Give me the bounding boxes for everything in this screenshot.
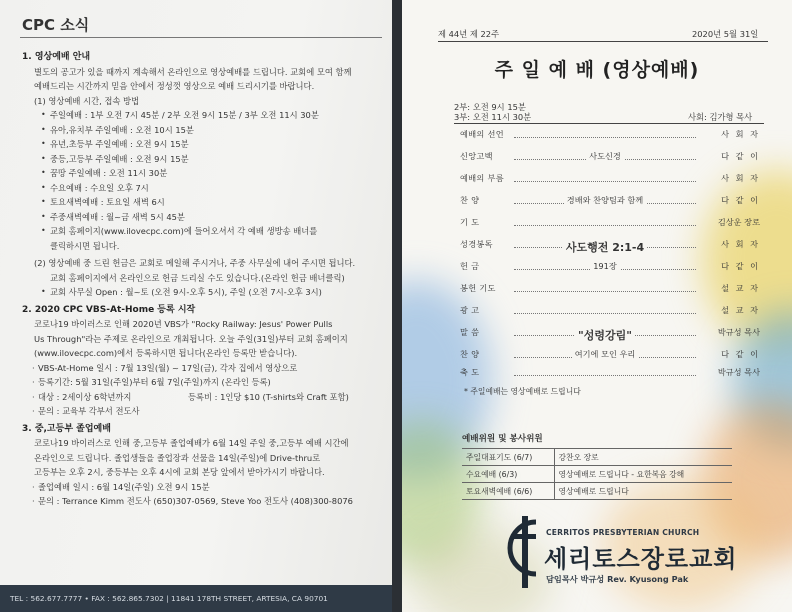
news-content xyxy=(22,47,384,509)
section-2-line-1: 코로나19 바이러스로 인해 2020년 VBS가 "Rocky Railway: Jesus' Power Pulls xyxy=(34,319,333,329)
order-label: 봉헌 기도 xyxy=(460,283,496,293)
order-label: 찬 양 xyxy=(460,349,480,359)
order-responsible: 사 회 자 xyxy=(721,129,760,139)
schedule-item: • 유년,초등부 주일예배 : 오전 9시 15분 xyxy=(22,137,384,152)
order-row xyxy=(460,129,760,145)
senior-pastor: 담임목사 박규성 Rev. Kyusong Pak xyxy=(546,574,689,584)
order-responsible: 사 회 자 xyxy=(721,239,760,249)
order-row xyxy=(460,261,760,277)
order-row xyxy=(460,349,760,365)
schedule-item-continued: 클릭하시면 됩니다. xyxy=(50,240,120,251)
section-1-intro-line-1: 별도의 공고가 있을 때까지 계속해서 온라인으로 영상예배를 드립니다. 교회에 모여 함께 xyxy=(34,66,352,77)
video-worship-note: * 주일예배는 영상예배로 드립니다 xyxy=(464,387,581,396)
church-name-english: CERRITOS PRESBYTERIAN CHURCH xyxy=(546,528,700,537)
title-divider xyxy=(20,37,382,38)
order-responsible: 다 같 이 xyxy=(721,349,760,359)
bulletin-date: 2020년 5월 31일 xyxy=(692,29,759,39)
order-responsible: 박규성 목사 xyxy=(717,327,760,337)
vbs-date: · VBS-At-Home 일시 : 7월 13일(월) ~ 17일(금), 각자 집에서 영상으로 xyxy=(22,361,384,376)
order-row xyxy=(460,283,760,299)
order-label: 예배의 부름 xyxy=(460,173,504,183)
committee-title: 예배위원 및 봉사위원 xyxy=(462,434,543,444)
committee-value: 강찬오 장로 xyxy=(554,449,732,466)
order-row xyxy=(460,217,760,233)
service-time-3: 3부: 오전 11시 30분 xyxy=(454,112,532,122)
order-responsible: 다 같 이 xyxy=(721,261,760,271)
committee-key: 토요새벽예배 (6/6) xyxy=(462,483,554,500)
schedule-item: • 주일예배 : 1부 오전 7시 45분 / 2부 오전 9시 15분 / 3부 오전 11시 30분 xyxy=(22,108,384,123)
section-2-line-3: (www.ilovecpc.com)에서 등록하시면 됩니다(온라인 등록만 받습니다). xyxy=(34,348,298,358)
section-2-line-2: Us Through"라는 주제로 온라인으로 개최됩니다. 오늘 주일(31일)부터 교회 홈페이지 xyxy=(34,333,348,344)
section-3-line-1: 코로나19 바이러스로 인해 중,고등부 졸업예배가 6월 14일 주일 중,고등부 예배 시간에 xyxy=(34,438,349,448)
vbs-fee: 등록비 : 1인당 $10 (T-shirts와 Craft 포함) xyxy=(188,391,349,402)
order-responsible: 설 교 자 xyxy=(721,305,760,315)
offering-line-2: 교회 홈페이지에서 온라인으로 헌금 드리실 수도 있습니다.(온라인 헌금 배너클릭) xyxy=(50,272,345,283)
vbs-registration-period: · 등록기간: 5월 31일(주일)부터 6월 7일(주일)까지 (온라인 등록) xyxy=(22,375,384,390)
order-row xyxy=(460,173,760,189)
order-row xyxy=(460,367,760,383)
header-divider xyxy=(438,41,768,42)
church-logo xyxy=(506,514,792,604)
schedule-item: • 수요예배 : 수요일 오후 7시 xyxy=(22,181,384,196)
committee-row xyxy=(462,483,732,500)
order-top-rule xyxy=(454,123,764,124)
order-responsible: 다 같 이 xyxy=(721,151,760,161)
order-row xyxy=(460,239,760,255)
order-row xyxy=(460,195,760,211)
left-page xyxy=(0,0,392,612)
committee-key: 주일대표기도 (6/7) xyxy=(462,449,554,466)
sermon-title: "성령강림" xyxy=(575,329,635,342)
order-label: 헌 금 xyxy=(460,261,480,271)
committee-value: 영상예배로 드립니다 - 요한복음 강해 xyxy=(554,466,732,483)
schedule-item: • 주중새벽예배 : 월~금 새벽 5시 45분 xyxy=(22,210,384,225)
committee-row xyxy=(462,466,732,483)
order-label: 찬 양 xyxy=(460,195,480,205)
right-page xyxy=(402,0,792,612)
worship-title: 주 일 예 배 (영상예배) xyxy=(494,59,700,81)
schedule-item: • 교회 홈페이지(www.ilovecpc.com)에 들어오셔서 각 예배 생방송 배너를 xyxy=(22,224,384,239)
section-3-line-3: 고등부는 오후 2시, 중등부는 오후 4시에 교회 본당 앞에서 받아가시기 바랍니다. xyxy=(34,467,325,477)
church-emblem-icon xyxy=(506,514,548,590)
section-3-line-2: 온라인으로 드립니다. 졸업생들을 졸업장과 선물을 14일(주일)에 Drive-thru로 xyxy=(34,452,321,463)
contact-footer: TEL : 562.677.7777 • FAX : 562.865.7302 | 11841 178TH STREET, ARTESIA, CA 90701 xyxy=(0,585,392,612)
schedule-item: • 중등,고등부 주일예배 : 오전 9시 15분 xyxy=(22,152,384,167)
news-title: CPC 소식 xyxy=(22,16,90,34)
graduation-contact: · 문의 : Terrance Kimm 전도사 (650)307-0569, Steve Yoo 전도사 (408)300-8076 xyxy=(22,494,384,509)
section-1-heading: 1. 영상예배 안내 xyxy=(22,52,91,62)
schedule-item: • 토요새벽예배 : 토요일 새벽 6시 xyxy=(22,195,384,210)
order-item: 191장 xyxy=(590,261,620,271)
vbs-target: · 대상 : 2세이상 6학년까지 xyxy=(38,391,132,402)
schedule-item: • 유아,유치부 주일예배 : 오전 10시 15분 xyxy=(22,123,384,138)
order-label: 신앙고백 xyxy=(460,151,493,161)
schedule-item: • 꿈땅 주일예배 : 오전 11시 30분 xyxy=(22,166,384,181)
order-row xyxy=(460,151,760,167)
order-item: 경배와 찬양팀과 함께 xyxy=(564,195,646,205)
order-responsible: 김상운 장로 xyxy=(717,217,760,227)
section-1-sub-heading: (1) 영상예배 시간, 접속 방법 xyxy=(34,95,140,106)
committee-row xyxy=(462,449,732,466)
issue-number: 제 44년 제 22주 xyxy=(438,29,500,39)
committee-key: 수요예배 (6/3) xyxy=(462,466,554,483)
service-leader: 사회: 김가형 목사 xyxy=(688,112,753,122)
graduation-date: · 졸업예배 일시 : 6월 14일(주일) 오전 9시 15분 xyxy=(22,480,384,495)
committee-table xyxy=(462,448,732,500)
order-responsible: 사 회 자 xyxy=(721,173,760,183)
order-row xyxy=(460,327,760,343)
section-1-intro-line-2: 예배드리는 시간까지 믿음 안에서 정성껏 영상으로 예배 드리시기를 바랍니다. xyxy=(34,81,315,91)
order-responsible: 다 같 이 xyxy=(721,195,760,205)
committee-value: 영상예배로 드립니다 xyxy=(554,483,732,500)
order-item: 사도신경 xyxy=(586,151,624,161)
church-name-korean: 세리토스장로교회 xyxy=(544,545,738,573)
office-hours: • 교회 사무실 Open : 월~토 (오전 9시-오후 5시), 주일 (오전 7시-오후 3시) xyxy=(22,285,384,300)
service-time-2: 2부: 오전 9시 15분 xyxy=(454,102,526,112)
vbs-contact: · 문의 : 교육부 각부서 전도사 xyxy=(22,404,384,419)
order-label: 예배의 선언 xyxy=(460,129,504,139)
scripture-reading: 사도행전 2:1-4 xyxy=(563,241,647,254)
order-label: 축 도 xyxy=(460,367,480,377)
section-3-heading: 3. 중,고등부 졸업예배 xyxy=(22,423,111,434)
order-responsible: 설 교 자 xyxy=(721,283,760,293)
order-row xyxy=(460,305,760,321)
order-responsible: 박규성 목사 xyxy=(717,367,760,377)
vbs-target-fee xyxy=(22,390,384,405)
section-2-heading: 2. 2020 CPC VBS-At-Home 등록 시작 xyxy=(22,304,196,315)
order-label: 성경봉독 xyxy=(460,239,493,249)
order-label: 기 도 xyxy=(460,217,480,227)
order-label: 광 고 xyxy=(460,305,480,315)
order-label: 말 씀 xyxy=(460,327,480,337)
order-item: 여기에 모인 우리 xyxy=(572,349,639,359)
offering-line-1: (2) 영상예배 중 드린 헌금은 교회로 메일해 주시거나, 주중 사무실에 내어 주시면 됩니다. xyxy=(34,258,356,268)
